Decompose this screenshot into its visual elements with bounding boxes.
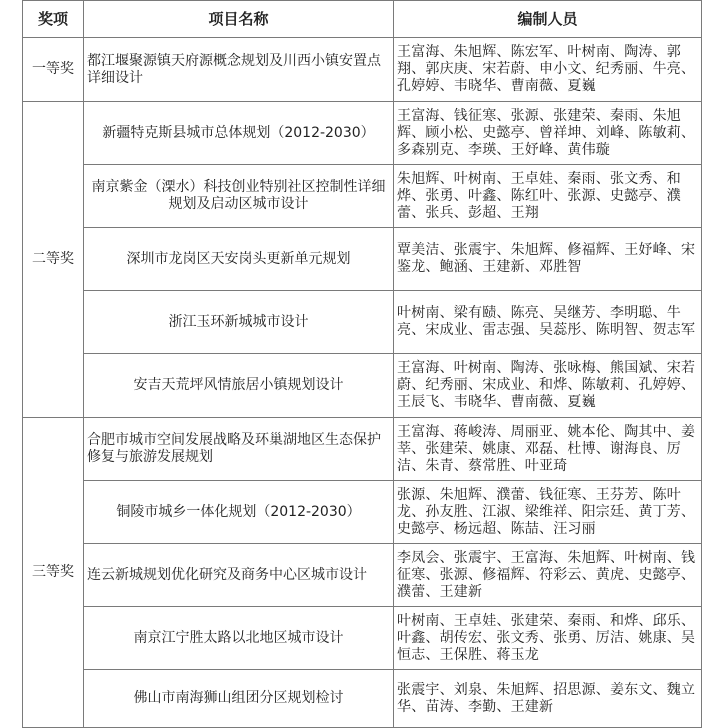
project-name: 佛山市南海狮山组团分区规划检讨 — [84, 670, 394, 728]
staff-list: 王富海、钱征寒、张源、张建荣、秦雨、朱旭辉、顾小松、史懿亭、曾祥坤、刘峰、陈敏莉、多森别克、李瑛、王妤峰、黄伟璇 — [394, 102, 702, 165]
staff-list: 朱旭辉、叶树南、王卓娃、秦雨、张文秀、和烨、张勇、叶鑫、陈红叶、张源、史懿亭、濮蕾、张兵、彭超、王翔 — [394, 165, 702, 228]
staff-list: 李凤会、张震宇、王富海、朱旭辉、叶树南、钱征寒、张源、修福辉、符彩云、黄虎、史懿亭、濮蕾、王建新 — [394, 544, 702, 607]
staff-list: 王富海、蒋峻涛、周丽亚、姚本伦、陶其中、姜莘、张建荣、姚康、邓磊、杜博、谢海良、厉洁、朱青、蔡常胜、叶亚琦 — [394, 418, 702, 481]
table-row — [23, 291, 702, 354]
header-staff: 编制人员 — [394, 1, 702, 38]
project-name: 都江堰聚源镇天府源概念规划及川西小镇安置点详细设计 — [84, 38, 394, 102]
staff-list: 覃美洁、张震宇、朱旭辉、修福辉、王妤峰、宋鉴龙、鲍涵、王建新、邓胜智 — [394, 228, 702, 291]
header-award: 奖项 — [23, 1, 84, 38]
table-row — [23, 228, 702, 291]
staff-list: 叶树南、梁有赜、陈亮、吴继芳、李明聪、牛亮、宋成业、雷志强、吴蕊彤、陈明智、贺志军 — [394, 291, 702, 354]
table-row — [23, 670, 702, 728]
awards-table-wrapper — [22, 0, 701, 728]
table-row — [23, 607, 702, 670]
project-name: 安吉天荒坪风情旅居小镇规划设计 — [84, 354, 394, 418]
table-row — [23, 354, 702, 418]
project-name: 南京江宁胜太路以北地区城市设计 — [84, 607, 394, 670]
project-name: 新疆特克斯县城市总体规划（2012-2030） — [84, 102, 394, 165]
staff-list: 张震宇、刘泉、朱旭辉、招思源、姜东文、魏立华、苗涛、李勤、王建新 — [394, 670, 702, 728]
header-row — [23, 1, 702, 38]
award-second: 二等奖 — [23, 102, 84, 418]
project-name: 南京紫金（溧水）科技创业特别社区控制性详细规划及启动区城市设计 — [84, 165, 394, 228]
table-row — [23, 481, 702, 544]
project-name: 连云新城规划优化研究及商务中心区城市设计 — [84, 544, 394, 607]
awards-table — [22, 0, 702, 728]
project-name: 铜陵市城乡一体化规划（2012-2030） — [84, 481, 394, 544]
staff-list: 王富海、叶树南、陶涛、张咏梅、熊国斌、宋若蔚、纪秀丽、宋成业、和烨、陈敏莉、孔婷婷、王辰飞、韦晓华、曹南薇、夏巍 — [394, 354, 702, 418]
table-row — [23, 38, 702, 102]
staff-list: 张源、朱旭辉、濮蕾、钱征寒、王芬芳、陈叶龙、孙友胜、江淑、梁维祥、阳宗廷、黄丁芳、史懿亭、杨远超、陈喆、汪习丽 — [394, 481, 702, 544]
table-row — [23, 102, 702, 165]
table-row — [23, 418, 702, 481]
table-row — [23, 544, 702, 607]
header-project: 项目名称 — [84, 1, 394, 38]
award-first: 一等奖 — [23, 38, 84, 102]
project-name: 浙江玉环新城城市设计 — [84, 291, 394, 354]
project-name: 深圳市龙岗区天安岗头更新单元规划 — [84, 228, 394, 291]
staff-list: 王富海、朱旭辉、陈宏军、叶树南、陶涛、郭翔、郭庆庚、宋若蔚、申小文、纪秀丽、牛亮、孔婷婷、韦晓华、曹南薇、夏巍 — [394, 38, 702, 102]
project-name: 合肥市城市空间发展战略及环巢湖地区生态保护修复与旅游发展规划 — [84, 418, 394, 481]
staff-list: 叶树南、王卓娃、张建荣、秦雨、和烨、邱乐、叶鑫、胡传宏、张文秀、张勇、厉洁、姚康、吴恒志、王保胜、蒋玉龙 — [394, 607, 702, 670]
table-row — [23, 165, 702, 228]
award-third: 三等奖 — [23, 418, 84, 728]
